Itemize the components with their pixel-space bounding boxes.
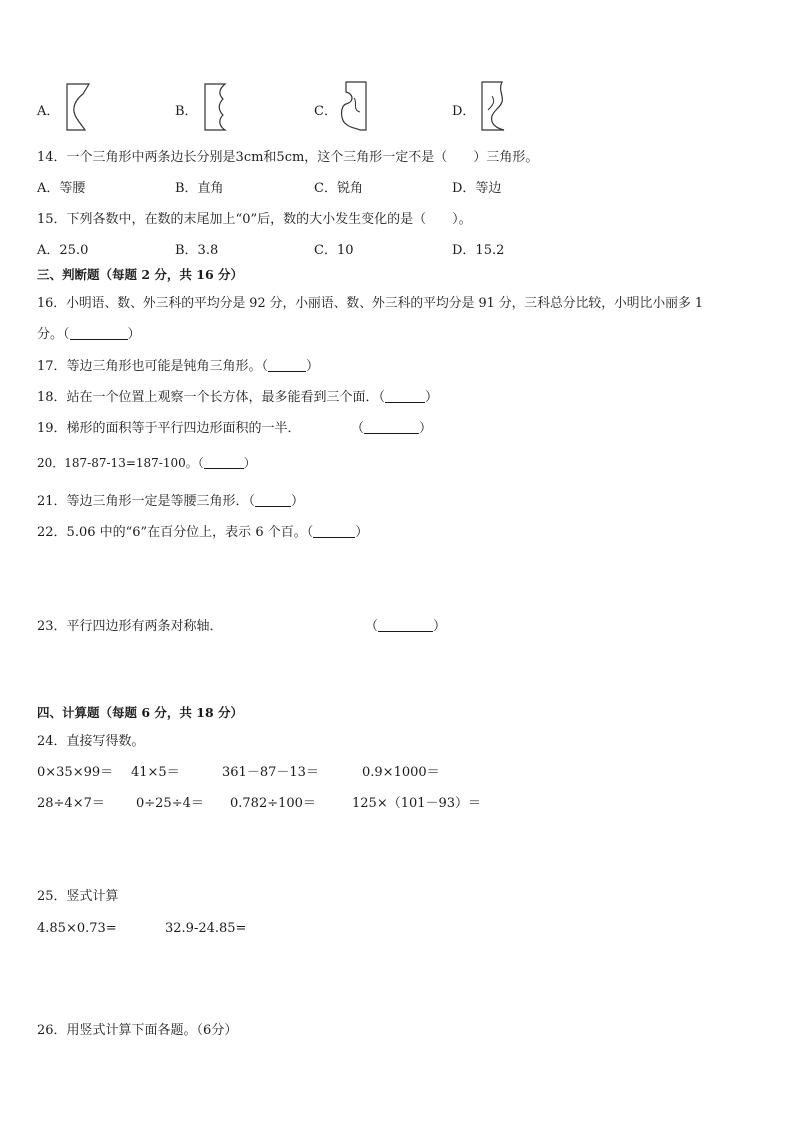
q19-text: 19．梯形的面积等于平行四边形面积的一半．: [37, 421, 301, 436]
q24-r1-c2: 41×5＝: [131, 765, 180, 780]
q13-option-c-label: C．: [314, 104, 337, 119]
q14-option-c[interactable]: C．锐角: [314, 181, 363, 196]
q24-r2-c3: 0.782÷100＝: [230, 796, 316, 811]
q13-option-d-label: D．: [452, 104, 476, 119]
q16-line1: 16．小明语、数、外三科的平均分是 92 分，小丽语、数、外三科的平均分是 91 分，三科总分比较，小明比小丽多 1: [37, 296, 703, 311]
q15-option-d[interactable]: D．15.2: [452, 243, 505, 258]
q17: 17．等边三角形也可能是钝角三角形。（ ）: [37, 359, 320, 374]
q13-option-a-figure: [63, 82, 93, 132]
q16-answer-blank[interactable]: [70, 327, 128, 340]
q23-answer: （ ）: [365, 619, 447, 634]
q23-answer-blank[interactable]: [378, 619, 433, 632]
q22-answer-blank[interactable]: [313, 525, 355, 538]
section-4-title: 四、计算题（每题 6 分，共 18 分）: [37, 705, 244, 720]
q19-answer-blank[interactable]: [364, 421, 419, 434]
section-3-title: 三、判断题（每题 2 分，共 16 分）: [37, 267, 244, 282]
q24-r1-c1: 0×35×99＝: [37, 765, 114, 780]
q21-answer-blank[interactable]: [255, 494, 291, 507]
q15-option-c[interactable]: C．10: [314, 243, 354, 258]
q13-option-b-label: B．: [175, 104, 198, 119]
q24-r1-c4: 0.9×1000＝: [362, 765, 440, 780]
q25-item-2: 32.9-24.85=: [165, 921, 247, 936]
q24-stem: 24．直接写得数。: [37, 734, 145, 749]
q17-answer-blank[interactable]: [268, 359, 306, 372]
q15-option-a[interactable]: A．25.0: [37, 243, 89, 258]
q18: 18．站在一个位置上观察一个长方体，最多能看到三个面．（ ）: [37, 390, 439, 405]
q15-option-b[interactable]: B．3.8: [175, 243, 219, 258]
q20-answer-blank[interactable]: [204, 456, 244, 469]
q16-line2: 分。（ ）: [37, 327, 141, 342]
q24-r2-c4: 125×（101－93）＝: [352, 796, 482, 811]
q15-stem: 15．下列各数中，在数的末尾加上“0”后，数的大小发生变化的是（ ）。: [37, 212, 472, 227]
q20: 20．187-87-13=187-100。（ ）: [37, 456, 256, 470]
q13-option-b-figure: [201, 82, 231, 132]
q14-option-a[interactable]: A．等腰: [37, 181, 86, 196]
q21: 21．等边三角形一定是等腰三角形．（ ）: [37, 494, 305, 509]
q24-r2-c2: 0÷25÷4＝: [136, 796, 204, 811]
q14-option-b[interactable]: B．直角: [175, 181, 224, 196]
q24-r2-c1: 28÷4×7＝: [37, 796, 105, 811]
q22: 22．5.06 中的“6”在百分位上，表示 6 个百。（ ）: [37, 525, 369, 540]
q23-text: 23．平行四边形有两条对称轴．: [37, 619, 223, 634]
q14-option-d[interactable]: D．等边: [452, 181, 502, 196]
q14-stem: 14．一个三角形中两条边长分别是3cm和5cm，这个三角形一定不是（ ）三角形。: [37, 150, 539, 165]
q13-option-a-label: A．: [37, 104, 60, 119]
q25-item-1: 4.85×0.73=: [37, 921, 117, 936]
q24-r1-c3: 361－87－13＝: [222, 765, 319, 780]
q18-answer-blank[interactable]: [385, 390, 425, 403]
q26-stem: 26．用竖式计算下面各题。（6分）: [37, 1023, 238, 1038]
q25-stem: 25．竖式计算: [37, 889, 119, 904]
q13-option-c-figure: [340, 80, 370, 134]
q13-option-d-figure: [478, 80, 508, 134]
q19-answer: （ ）: [351, 421, 433, 436]
